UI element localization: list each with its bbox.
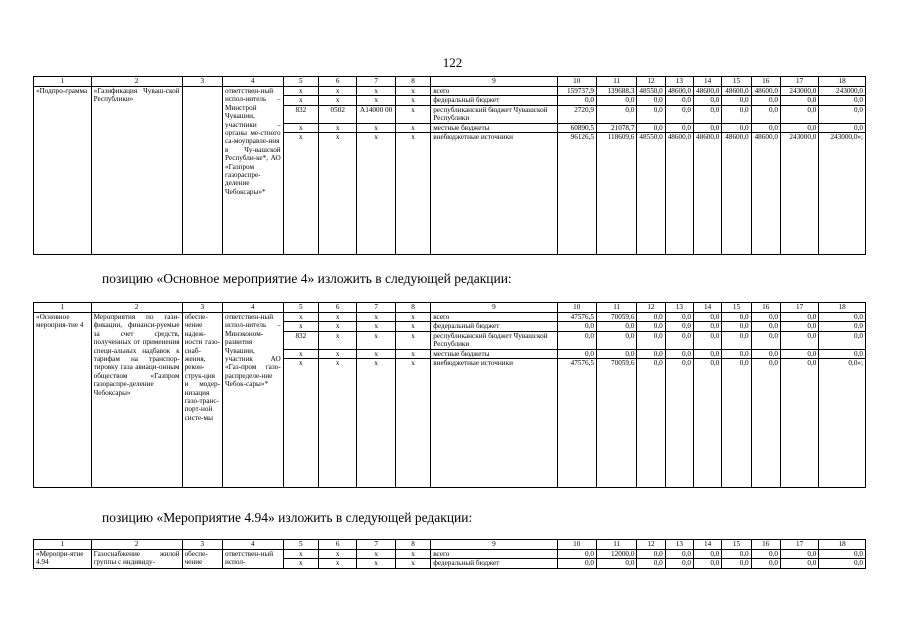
- amount-cell: 243000,0: [819, 87, 866, 96]
- column-number-cell: 6: [319, 77, 357, 87]
- code-cell: x: [395, 550, 430, 559]
- code-cell: x: [319, 331, 357, 349]
- code-cell: x: [395, 105, 430, 123]
- code-cell: 832: [283, 105, 318, 123]
- amount-cell: 0,0: [694, 349, 722, 358]
- code-cell: x: [395, 559, 430, 568]
- amount-cell: 0,0: [637, 313, 665, 322]
- column-number-cell: 5: [283, 77, 318, 87]
- funding-source-cell: внебюджетные источники: [431, 359, 557, 488]
- funding-source-cell: местные бюджеты: [431, 349, 557, 358]
- column-number-cell: 3: [182, 303, 222, 313]
- amount-cell: 0,0: [751, 349, 780, 358]
- amount-cell: 0,0: [665, 105, 693, 123]
- column-number-cell: 8: [395, 303, 430, 313]
- column-number-cell: 10: [557, 77, 596, 87]
- section-heading-activity-4-94: позицию «Мероприятие 4.94» изложить в следующей редакции:: [102, 510, 473, 525]
- amount-cell: 0,0: [722, 96, 751, 105]
- item-c1-cell: «Основное мероприя-тие 4: [34, 313, 92, 488]
- column-number-cell: 16: [751, 77, 780, 87]
- code-cell: x: [283, 133, 318, 255]
- column-number-cell: 11: [596, 303, 636, 313]
- amount-cell: 0,0: [665, 96, 693, 105]
- column-number-cell: 18: [819, 303, 866, 313]
- amount-cell: 0,0: [637, 559, 665, 568]
- item-c2-cell: Мероприятия по гази-фикации, финанси-руемые за счет средств, полученных от применения специ-альных надбавок к тарифам на транспор-тировку газа авиаци-онным обществом «Газпром газораспре-деление Чебоксары»: [91, 313, 182, 488]
- column-number-row: [34, 303, 866, 313]
- code-cell: x: [319, 313, 357, 322]
- amount-cell: 0,0: [665, 349, 693, 358]
- amount-cell: 0,0: [694, 123, 722, 132]
- item-c3-cell: обеспе-чение надеж-ности газо-снаб-жения, рекон-струк-ция и модер-низация газо-транс-порт-ной систе-мы: [182, 313, 222, 488]
- column-number-cell: 1: [34, 303, 92, 313]
- amount-cell: 0,0: [637, 96, 665, 105]
- amount-cell: 0,0: [722, 359, 751, 488]
- code-cell: x: [319, 322, 357, 331]
- amount-cell: 0,0: [780, 123, 818, 132]
- item-c2-cell: «Газификация Чуваш-ской Республики»: [91, 87, 182, 255]
- column-number-cell: 16: [751, 540, 780, 550]
- amount-cell: 0,0: [596, 96, 636, 105]
- column-number-cell: 2: [91, 540, 182, 550]
- program-table-main-activity-4: [33, 302, 866, 488]
- funding-source-cell: федеральный бюджет: [431, 96, 557, 105]
- amount-cell: 60890,5: [557, 123, 596, 132]
- amount-cell: 0,0: [780, 105, 818, 123]
- column-number-cell: 13: [665, 540, 693, 550]
- amount-cell: 0,0: [557, 331, 596, 349]
- column-number-cell: 3: [182, 540, 222, 550]
- amount-cell: 139688,3: [596, 87, 636, 96]
- code-cell: x: [395, 349, 430, 358]
- amount-cell: 0,0: [557, 349, 596, 358]
- column-number-cell: 1: [34, 540, 92, 550]
- amount-cell: 243000,0»;: [819, 133, 866, 255]
- amount-cell: 0,0: [637, 105, 665, 123]
- section-heading-main-activity-4: позицию «Основное мероприятие 4» изложить в следующей редакции:: [102, 271, 512, 286]
- amount-cell: 2720,9: [557, 105, 596, 123]
- amount-cell: 0,0: [819, 322, 866, 331]
- amount-cell: 70059,6: [596, 313, 636, 322]
- code-cell: 0502: [319, 105, 357, 123]
- amount-cell: 0,0: [819, 331, 866, 349]
- code-cell: x: [319, 133, 357, 255]
- amount-cell: 0,0: [722, 349, 751, 358]
- amount-cell: 0,0: [751, 96, 780, 105]
- amount-cell: 0,0: [596, 331, 636, 349]
- code-cell: x: [283, 349, 318, 358]
- column-number-cell: 6: [319, 303, 357, 313]
- code-cell: x: [319, 359, 357, 488]
- amount-cell: 48600,0: [722, 87, 751, 96]
- amount-cell: 159737,9: [557, 87, 596, 96]
- amount-cell: 0,0: [637, 349, 665, 358]
- amount-cell: 0,0: [722, 105, 751, 123]
- code-cell: x: [283, 123, 318, 132]
- column-number-cell: 4: [223, 77, 284, 87]
- amount-cell: 0,0: [751, 105, 780, 123]
- amount-cell: 118609,6: [596, 133, 636, 255]
- amount-cell: 0,0: [694, 313, 722, 322]
- amount-cell: 0,0: [596, 105, 636, 123]
- amount-cell: 0,0: [751, 322, 780, 331]
- code-cell: x: [283, 550, 318, 559]
- amount-cell: 0,0: [751, 359, 780, 488]
- amount-cell: 0,0: [819, 313, 866, 322]
- code-cell: x: [395, 123, 430, 132]
- amount-cell: 0,0: [694, 105, 722, 123]
- amount-cell: 0,0: [780, 322, 818, 331]
- amount-cell: 0,0: [665, 550, 693, 559]
- column-number-cell: 14: [694, 77, 722, 87]
- amount-cell: 0,0: [819, 559, 866, 568]
- code-cell: x: [357, 123, 395, 132]
- funding-source-cell: местные бюджеты: [431, 123, 557, 132]
- amount-cell: 0,0: [694, 322, 722, 331]
- item-c3-cell: обеспе-чение: [182, 550, 222, 569]
- column-number-cell: 13: [665, 77, 693, 87]
- amount-cell: 0,0: [722, 313, 751, 322]
- code-cell: А14000 00: [357, 105, 395, 123]
- column-number-cell: 12: [637, 540, 665, 550]
- column-number-cell: 14: [694, 540, 722, 550]
- code-cell: x: [319, 550, 357, 559]
- program-table-subprogram: [33, 76, 866, 255]
- amount-cell: 0,0: [780, 313, 818, 322]
- amount-cell: 0,0: [722, 123, 751, 132]
- code-cell: x: [357, 359, 395, 488]
- column-number-cell: 7: [357, 303, 395, 313]
- column-number-cell: 4: [223, 303, 284, 313]
- amount-cell: 0,0: [637, 331, 665, 349]
- amount-cell: 0,0: [780, 559, 818, 568]
- amount-cell: 0,0: [780, 550, 818, 559]
- column-number-cell: 14: [694, 303, 722, 313]
- column-number-cell: 8: [395, 540, 430, 550]
- column-number-cell: 9: [431, 540, 557, 550]
- amount-cell: 48600,0: [722, 133, 751, 255]
- amount-cell: 0,0: [780, 96, 818, 105]
- column-number-cell: 15: [722, 303, 751, 313]
- amount-cell: 0,0: [665, 359, 693, 488]
- column-number-cell: 15: [722, 77, 751, 87]
- amount-cell: 0,0: [637, 550, 665, 559]
- code-cell: x: [283, 96, 318, 105]
- amount-cell: 0,0: [596, 322, 636, 331]
- column-number-cell: 9: [431, 303, 557, 313]
- funding-source-cell: федеральный бюджет: [431, 559, 557, 568]
- table-row: [34, 313, 866, 322]
- code-cell: x: [283, 313, 318, 322]
- code-cell: x: [357, 331, 395, 349]
- amount-cell: 48550,0: [637, 133, 665, 255]
- amount-cell: 243000,0: [780, 133, 818, 255]
- column-number-cell: 11: [596, 540, 636, 550]
- amount-cell: 0,0: [751, 313, 780, 322]
- page-number: 122: [442, 55, 463, 70]
- column-number-cell: 18: [819, 540, 866, 550]
- amount-cell: 0,0: [819, 96, 866, 105]
- amount-cell: 96126,5: [557, 133, 596, 255]
- amount-cell: 0,0: [557, 550, 596, 559]
- column-number-cell: 3: [182, 77, 222, 87]
- amount-cell: 47576,5: [557, 359, 596, 488]
- item-c4-cell: ответствен-ный испол-нитель – Минэконом-развития Чувашии, участник АО «Газ-пром газо-распределе-ние Чебок-сары»*: [223, 313, 284, 488]
- amount-cell: 48600,0: [751, 87, 780, 96]
- amount-cell: 70059,6: [596, 359, 636, 488]
- amount-cell: 0,0: [722, 550, 751, 559]
- code-cell: x: [357, 133, 395, 255]
- funding-source-cell: всего: [431, 313, 557, 322]
- code-cell: x: [283, 559, 318, 568]
- amount-cell: 0,0: [819, 105, 866, 123]
- amount-cell: 0,0: [751, 331, 780, 349]
- code-cell: x: [283, 359, 318, 488]
- amount-cell: 0,0: [665, 313, 693, 322]
- amount-cell: 0,0: [751, 559, 780, 568]
- code-cell: x: [357, 96, 395, 105]
- column-number-cell: 2: [91, 303, 182, 313]
- amount-cell: 0,0: [665, 123, 693, 132]
- column-number-cell: 7: [357, 77, 395, 87]
- column-number-cell: 11: [596, 77, 636, 87]
- column-number-cell: 5: [283, 303, 318, 313]
- amount-cell: 48600,0: [694, 133, 722, 255]
- amount-cell: 0,0: [694, 559, 722, 568]
- amount-cell: 48600,0: [665, 133, 693, 255]
- column-number-cell: 17: [780, 77, 818, 87]
- amount-cell: 0,0: [780, 349, 818, 358]
- column-number-cell: 15: [722, 540, 751, 550]
- code-cell: x: [395, 96, 430, 105]
- column-number-cell: 2: [91, 77, 182, 87]
- item-c1-cell: «Подпро-грамма: [34, 87, 92, 255]
- column-number-cell: 17: [780, 540, 818, 550]
- column-number-cell: 12: [637, 77, 665, 87]
- amount-cell: 0,0: [557, 96, 596, 105]
- table-row: [34, 87, 866, 96]
- column-number-cell: 16: [751, 303, 780, 313]
- code-cell: x: [395, 359, 430, 488]
- amount-cell: 0,0: [557, 559, 596, 568]
- funding-source-cell: федеральный бюджет: [431, 322, 557, 331]
- amount-cell: 48550,0: [637, 87, 665, 96]
- amount-cell: 48600,0: [665, 87, 693, 96]
- column-number-cell: 18: [819, 77, 866, 87]
- amount-cell: 0,0: [694, 96, 722, 105]
- column-number-cell: 1: [34, 77, 92, 87]
- item-c4-cell: ответствен-ный испол-нитель – Минстрой Чувашии, участники – органы ме-стного са-моуправле-ния в Чу-вашской Республи-ке*, АО «Газпром газораспре-деление Чебоксары»*: [223, 87, 284, 255]
- amount-cell: 0,0: [694, 550, 722, 559]
- amount-cell: 48600,0: [694, 87, 722, 96]
- amount-cell: 0,0: [596, 349, 636, 358]
- amount-cell: 0,0: [819, 349, 866, 358]
- amount-cell: 21078,7: [596, 123, 636, 132]
- amount-cell: 0,0: [637, 359, 665, 488]
- code-cell: x: [357, 349, 395, 358]
- column-number-cell: 4: [223, 540, 284, 550]
- column-number-cell: 5: [283, 540, 318, 550]
- column-number-cell: 7: [357, 540, 395, 550]
- amount-cell: 0,0: [722, 559, 751, 568]
- code-cell: x: [357, 550, 395, 559]
- code-cell: x: [319, 559, 357, 568]
- amount-cell: 0,0: [637, 322, 665, 331]
- item-c1-cell: «Меропри-ятие 4.94: [34, 550, 92, 569]
- amount-cell: 47576,5: [557, 313, 596, 322]
- code-cell: x: [395, 133, 430, 255]
- column-number-cell: 8: [395, 77, 430, 87]
- code-cell: x: [319, 96, 357, 105]
- amount-cell: 0,0: [557, 322, 596, 331]
- code-cell: x: [395, 313, 430, 322]
- amount-cell: 0,0: [694, 331, 722, 349]
- code-cell: x: [283, 322, 318, 331]
- column-number-cell: 13: [665, 303, 693, 313]
- column-number-row: [34, 540, 866, 550]
- code-cell: x: [357, 87, 395, 96]
- amount-cell: 0,0: [665, 331, 693, 349]
- funding-source-cell: всего: [431, 87, 557, 96]
- code-cell: x: [319, 123, 357, 132]
- column-number-cell: 10: [557, 540, 596, 550]
- code-cell: 832: [283, 331, 318, 349]
- amount-cell: 48600,0: [751, 133, 780, 255]
- amount-cell: 0,0: [596, 559, 636, 568]
- item-c2-cell: Газоснабжение жилой группы с индивиду-: [91, 550, 182, 569]
- code-cell: x: [283, 87, 318, 96]
- column-number-cell: 9: [431, 77, 557, 87]
- amount-cell: 12000,0: [596, 550, 636, 559]
- funding-source-cell: республиканский бюджет Чувашской Республики: [431, 331, 557, 349]
- amount-cell: 0,0: [637, 123, 665, 132]
- item-c4-cell: ответствен-ный испол-: [223, 550, 284, 569]
- table-row: [34, 550, 866, 559]
- amount-cell: 0,0»;: [819, 359, 866, 488]
- column-number-cell: 6: [319, 540, 357, 550]
- item-c3-cell: [182, 87, 222, 255]
- code-cell: x: [319, 87, 357, 96]
- code-cell: x: [395, 87, 430, 96]
- funding-source-cell: республиканский бюджет Чувашской Республики: [431, 105, 557, 123]
- amount-cell: 0,0: [751, 123, 780, 132]
- column-number-row: [34, 77, 866, 87]
- amount-cell: 0,0: [665, 322, 693, 331]
- amount-cell: 0,0: [780, 331, 818, 349]
- amount-cell: 0,0: [694, 359, 722, 488]
- column-number-cell: 10: [557, 303, 596, 313]
- amount-cell: 0,0: [751, 550, 780, 559]
- amount-cell: 0,0: [780, 359, 818, 488]
- amount-cell: 243000,0: [780, 87, 818, 96]
- code-cell: x: [357, 559, 395, 568]
- amount-cell: 0,0: [819, 123, 866, 132]
- code-cell: x: [395, 322, 430, 331]
- funding-source-cell: внебюджетные источники: [431, 133, 557, 255]
- amount-cell: 0,0: [722, 331, 751, 349]
- program-table-activity-4-94: [33, 539, 866, 569]
- column-number-cell: 12: [637, 303, 665, 313]
- code-cell: x: [357, 313, 395, 322]
- amount-cell: 0,0: [819, 550, 866, 559]
- code-cell: x: [319, 349, 357, 358]
- amount-cell: 0,0: [722, 322, 751, 331]
- funding-source-cell: всего: [431, 550, 557, 559]
- amount-cell: 0,0: [665, 559, 693, 568]
- column-number-cell: 17: [780, 303, 818, 313]
- code-cell: x: [357, 322, 395, 331]
- code-cell: x: [395, 331, 430, 349]
